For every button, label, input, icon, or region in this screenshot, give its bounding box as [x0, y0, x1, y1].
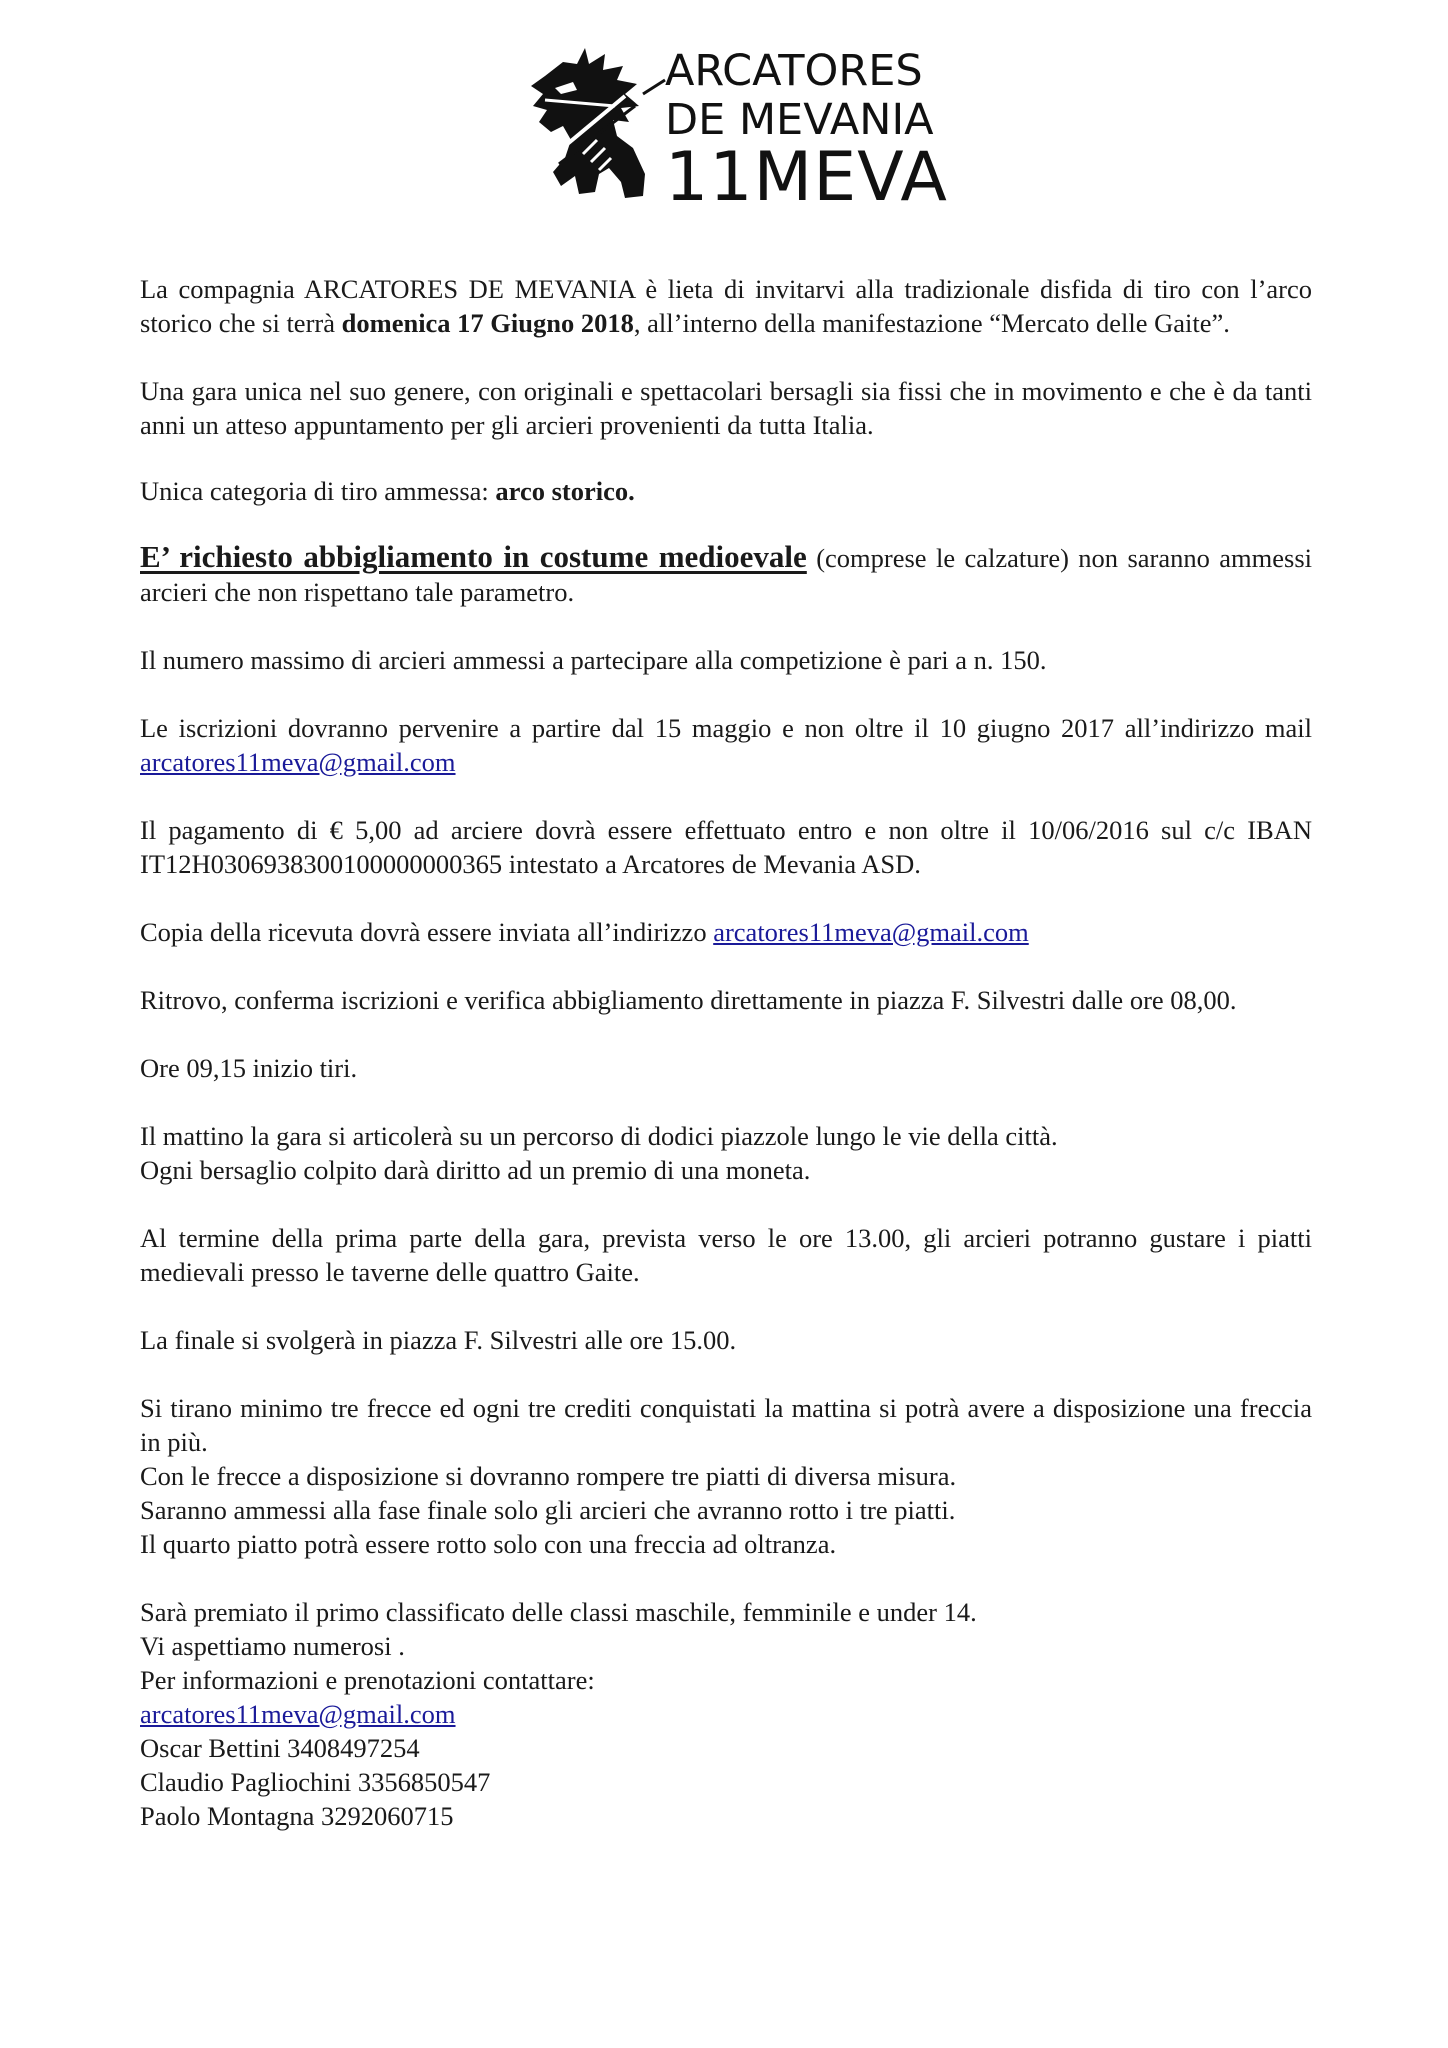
dress-code-heading: E’ richiesto abbigliamento in costume medioevale: [140, 539, 807, 574]
paragraph-lunch: Al termine della prima parte della gara, prevista verso le ore 13.00, gli arcieri potranno gustare i piatti medievali presso le taverne delle quattro Gaite.: [140, 1223, 1312, 1287]
awards-text: Sarà premiato il primo classificato delle classi maschile, femminile e under 14.: [140, 1597, 977, 1627]
paragraph-max-archers: Il numero massimo di arcieri ammessi a partecipare alla competizione è pari a n. 150.: [140, 645, 1047, 675]
logo-line-2: DE MEVANIA: [665, 95, 934, 145]
event-date: domenica 17 Giugno 2018: [341, 308, 634, 338]
receipt-text: Copia della ricevuta dovrà essere inviata all’indirizzo: [140, 917, 714, 947]
contact-oscar: Oscar Bettini 3408497254: [140, 1733, 420, 1763]
dragon-head-icon: [525, 36, 675, 206]
logo-line-1: ARCATORES: [665, 46, 923, 96]
registration-text: Le iscrizioni dovranno pervenire a partire dal 15 maggio e non oltre il 10 giugno 2017 all’indirizzo mail: [140, 713, 1312, 743]
rules-finalists: Saranno ammessi alla fase finale solo gli arcieri che avranno rotto i tre piatti.: [140, 1495, 956, 1525]
paragraph-receipt: [140, 915, 1312, 949]
paragraph-registration: [140, 711, 1312, 779]
contact-paolo: Paolo Montagna 3292060715: [140, 1801, 454, 1831]
logo-line-3: 11MEVA: [665, 138, 948, 217]
rules-plates: Con le frecce a disposizione si dovranno rompere tre piatti di diversa misura.: [140, 1461, 957, 1491]
letter-body: [140, 272, 1312, 1833]
paragraph-final: La finale si svolgerà in piazza F. Silvestri alle ore 15.00.: [140, 1325, 737, 1355]
paragraph-meeting: Ritrovo, conferma iscrizioni e verifica abbigliamento direttamente in piazza F. Silvestri dalle ore 08,00.: [140, 985, 1237, 1015]
rules-arrows: Si tirano minimo tre frecce ed ogni tre crediti conquistati la mattina si potrà avere a disposizione una freccia in più.: [140, 1393, 1312, 1457]
email-link[interactable]: arcatores11meva@gmail.com: [713, 917, 1029, 947]
email-link[interactable]: arcatores11meva@gmail.com: [140, 1699, 456, 1729]
contact-claudio: Claudio Pagliochini 3356850547: [140, 1767, 491, 1797]
greeting-text: Vi aspettiamo numerosi .: [140, 1631, 405, 1661]
course-text: Il mattino la gara si articolerà su un percorso di dodici piazzole lungo le vie della città.: [140, 1121, 1058, 1151]
category-value: arco storico.: [495, 476, 635, 506]
paragraph-start-time: Ore 09,15 inizio tiri.: [140, 1053, 358, 1083]
category-label: Unica categoria di tiro ammessa:: [140, 476, 496, 506]
paragraph-morning-course: [140, 1119, 1312, 1187]
paragraph-closing: [140, 1595, 1312, 1833]
invitation-text-end: , all’interno della manifestazione “Mercato delle Gaite”.: [633, 308, 1230, 338]
paragraph-invitation: [140, 272, 1312, 340]
paragraph-payment: Il pagamento di € 5,00 ad arciere dovrà essere effettuato entro e non oltre il 10/06/2016 sul c/c IBAN IT12H0306938300100000000365 intestato a Arcatores de Mevania ASD.: [140, 815, 1312, 879]
prize-text: Ogni bersaglio colpito darà diritto ad un premio di una moneta.: [140, 1155, 811, 1185]
invitation-text: La compagnia ARCATORES DE MEVANIA è lieta di invitarvi alla tradizionale disfida di tiro con l’arco storico che si terrà: [140, 274, 1312, 338]
paragraph-category: [140, 474, 1312, 508]
paragraph-dress-code: [140, 540, 1312, 609]
rules-fourth-plate: Il quarto piatto potrà essere rotto solo con una freccia ad oltranza.: [140, 1529, 837, 1559]
paragraph-rules: [140, 1391, 1312, 1561]
paragraph-description: Una gara unica nel suo genere, con originali e spettacolari bersagli sia fissi che in movimento e che è da tanti anni un atteso appuntamento per gli arcieri provenienti da tutta Italia.: [140, 376, 1312, 440]
contact-intro: Per informazioni e prenotazioni contattare:: [140, 1665, 595, 1695]
email-link[interactable]: arcatores11meva@gmail.com: [140, 747, 456, 777]
dress-code-text: (comprese le calzature) non saranno ammessi arcieri che non rispettano tale parametro.: [140, 543, 1312, 607]
logo: [525, 36, 948, 217]
